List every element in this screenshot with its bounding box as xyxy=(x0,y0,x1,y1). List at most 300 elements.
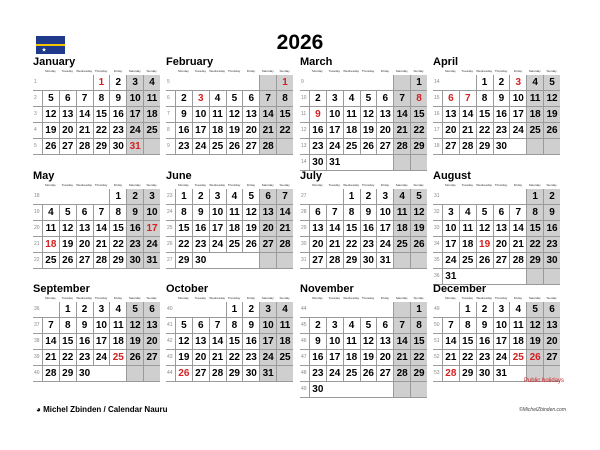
day-cell: 29 xyxy=(476,139,493,154)
week-row xyxy=(433,91,560,107)
day-cell: 29 xyxy=(459,366,476,381)
day-cell: 26 xyxy=(360,366,377,381)
day-cell xyxy=(192,302,209,317)
day-cell xyxy=(343,155,360,170)
day-cell: 16 xyxy=(175,123,192,138)
weekday-header xyxy=(442,295,560,302)
weekday-name: Wednesday xyxy=(76,183,93,187)
weekday-name: Monday xyxy=(45,69,56,73)
day-cell: 9 xyxy=(126,205,143,220)
weekday-name: Monday xyxy=(178,183,189,187)
week-row xyxy=(166,91,293,107)
weekday-name: Friday xyxy=(513,69,523,73)
week-row xyxy=(33,237,160,253)
day-cell: 3 xyxy=(493,302,510,317)
day-cell: 9 xyxy=(309,334,326,349)
day-cell: 7 xyxy=(259,91,276,106)
day-cell: 19 xyxy=(175,350,192,365)
weekday-name: Sunday xyxy=(546,296,557,300)
day-cell: 5 xyxy=(126,302,143,317)
weekday-name: Saturday xyxy=(395,296,408,300)
day-cell: 20 xyxy=(59,123,76,138)
holiday-day-cell: 26 xyxy=(175,366,192,381)
day-cell xyxy=(109,366,126,381)
weekday-name: Saturday xyxy=(528,69,541,73)
day-cell: 3 xyxy=(326,91,343,106)
day-cell: 15 xyxy=(410,334,427,349)
weekday-name: Sunday xyxy=(279,296,290,300)
day-cell: 28 xyxy=(76,139,93,154)
day-cell: 28 xyxy=(393,366,410,381)
weekday-name: Friday xyxy=(380,296,390,300)
week-number: 44 xyxy=(167,370,173,376)
week-number: 25 xyxy=(167,225,173,231)
day-cell: 25 xyxy=(343,366,360,381)
day-cell: 16 xyxy=(309,123,326,138)
week-number: 11 xyxy=(301,111,307,117)
week-number: 35 xyxy=(434,257,440,263)
week-row xyxy=(433,237,560,253)
week-number: 18 xyxy=(434,143,440,149)
weekday-name: Sunday xyxy=(413,69,424,73)
week-number: 46 xyxy=(301,338,307,344)
day-cell: 16 xyxy=(192,221,209,236)
day-cell: 31 xyxy=(442,269,459,284)
week-number: 22 xyxy=(34,257,40,263)
day-cell xyxy=(476,269,493,284)
day-cell: 27 xyxy=(59,139,76,154)
day-cell: 24 xyxy=(192,139,209,154)
day-cell: 12 xyxy=(476,221,493,236)
day-cell: 1 xyxy=(476,75,493,90)
day-cell: 26 xyxy=(360,139,377,154)
day-cell: 1 xyxy=(526,189,543,204)
page-title: 2026 xyxy=(276,31,324,54)
day-cell: 27 xyxy=(376,139,393,154)
weekday-name: Monday xyxy=(45,183,56,187)
day-cell xyxy=(143,139,160,154)
day-cell: 6 xyxy=(59,91,76,106)
day-cell: 19 xyxy=(360,350,377,365)
weekday-name: Monday xyxy=(445,69,456,73)
week-number: 10 xyxy=(301,95,307,101)
day-cell xyxy=(393,155,410,170)
week-row xyxy=(33,123,160,139)
month-name: May xyxy=(33,170,55,182)
day-cell xyxy=(276,253,293,268)
holiday-day-cell: 26 xyxy=(526,350,543,365)
day-cell: 5 xyxy=(226,91,243,106)
day-cell: 30 xyxy=(543,253,560,268)
week-row xyxy=(33,139,160,155)
week-row xyxy=(300,123,427,139)
day-cell: 27 xyxy=(493,253,510,268)
weekday-name: Thursday xyxy=(494,69,508,73)
week-row xyxy=(166,139,293,155)
day-cell: 12 xyxy=(42,107,59,122)
day-cell: 14 xyxy=(442,334,459,349)
day-cell: 11 xyxy=(226,205,243,220)
day-cell: 24 xyxy=(143,237,160,252)
week-number: 34 xyxy=(434,241,440,247)
day-cell: 22 xyxy=(175,237,192,252)
day-cell: 24 xyxy=(326,366,343,381)
day-cell: 26 xyxy=(543,123,560,138)
month-june xyxy=(166,170,293,269)
day-cell: 27 xyxy=(442,139,459,154)
week-row xyxy=(166,107,293,123)
week-number: 37 xyxy=(34,322,40,328)
day-cell: 19 xyxy=(543,107,560,122)
day-cell xyxy=(209,253,226,268)
day-cell xyxy=(242,75,259,90)
day-cell: 6 xyxy=(192,318,209,333)
weekday-name: Tuesday xyxy=(194,183,206,187)
week-row xyxy=(33,189,160,205)
day-cell: 12 xyxy=(526,318,543,333)
day-cell: 17 xyxy=(326,123,343,138)
day-cell: 13 xyxy=(259,205,276,220)
day-cell: 10 xyxy=(209,205,226,220)
day-cell: 7 xyxy=(76,91,93,106)
month-name: November xyxy=(300,283,354,295)
day-cell: 12 xyxy=(126,318,143,333)
day-cell: 17 xyxy=(376,221,393,236)
holiday-day-cell: 1 xyxy=(93,75,110,90)
day-cell: 17 xyxy=(209,221,226,236)
day-cell: 27 xyxy=(242,139,259,154)
weekday-name: Thursday xyxy=(94,183,108,187)
day-cell: 25 xyxy=(226,237,243,252)
day-cell xyxy=(393,253,410,268)
day-cell xyxy=(42,302,59,317)
week-number: 43 xyxy=(167,354,173,360)
day-cell: 2 xyxy=(175,91,192,106)
week-row xyxy=(33,334,160,350)
week-number: 9 xyxy=(301,79,304,85)
day-cell: 11 xyxy=(509,318,526,333)
logo-icon: ◕ xyxy=(36,405,44,414)
holiday-day-cell: 6 xyxy=(442,91,459,106)
day-cell: 18 xyxy=(509,334,526,349)
day-cell: 26 xyxy=(476,253,493,268)
day-cell: 13 xyxy=(309,221,326,236)
day-cell: 27 xyxy=(76,253,93,268)
week-row xyxy=(433,205,560,221)
day-cell: 19 xyxy=(360,123,377,138)
day-cell xyxy=(209,302,226,317)
day-cell: 2 xyxy=(543,189,560,204)
day-cell: 10 xyxy=(259,318,276,333)
day-cell: 10 xyxy=(442,221,459,236)
weekday-name: Saturday xyxy=(128,296,141,300)
day-cell: 27 xyxy=(543,350,560,365)
week-number: 8 xyxy=(167,127,170,133)
day-cell xyxy=(360,382,377,397)
day-cell: 10 xyxy=(126,91,143,106)
weekday-header xyxy=(309,295,427,302)
month-name: March xyxy=(300,56,333,68)
day-cell: 5 xyxy=(242,189,259,204)
day-cell: 6 xyxy=(143,302,160,317)
day-cell: 15 xyxy=(343,221,360,236)
day-cell: 4 xyxy=(343,91,360,106)
week-row xyxy=(166,253,293,269)
day-cell: 11 xyxy=(209,107,226,122)
weekday-name: Wednesday xyxy=(343,296,360,300)
day-cell: 17 xyxy=(126,107,143,122)
day-cell: 15 xyxy=(410,107,427,122)
day-cell xyxy=(459,189,476,204)
weekday-name: Sunday xyxy=(546,69,557,73)
day-cell: 6 xyxy=(493,205,510,220)
day-cell: 16 xyxy=(76,334,93,349)
day-cell: 7 xyxy=(326,205,343,220)
footer-credit-text: Michel Zbinden / Calendar Nauru xyxy=(43,405,168,414)
day-cell xyxy=(376,382,393,397)
week-row xyxy=(300,334,427,350)
week-number: 13 xyxy=(301,143,307,149)
day-cell: 21 xyxy=(93,237,110,252)
day-cell: 24 xyxy=(259,350,276,365)
day-cell: 4 xyxy=(509,302,526,317)
day-cell xyxy=(376,75,393,90)
weekday-name: Tuesday xyxy=(461,296,473,300)
weekday-name: Friday xyxy=(113,69,123,73)
weekday-name: Saturday xyxy=(128,69,141,73)
day-cell: 25 xyxy=(276,350,293,365)
week-number: 29 xyxy=(301,225,307,231)
week-number: 40 xyxy=(34,370,40,376)
day-cell: 14 xyxy=(76,107,93,122)
weekday-name: Thursday xyxy=(361,296,375,300)
weekday-name: Saturday xyxy=(395,183,408,187)
day-cell: 17 xyxy=(192,123,209,138)
week-row xyxy=(300,91,427,107)
day-cell: 30 xyxy=(476,366,493,381)
day-cell xyxy=(442,189,459,204)
week-number: 23 xyxy=(167,193,173,199)
day-cell: 28 xyxy=(509,253,526,268)
day-cell: 29 xyxy=(410,139,427,154)
day-cell: 5 xyxy=(42,91,59,106)
day-cell xyxy=(410,155,427,170)
day-cell: 14 xyxy=(209,334,226,349)
day-cell: 20 xyxy=(76,237,93,252)
weekday-name: Wednesday xyxy=(476,69,493,73)
day-cell xyxy=(42,189,59,204)
day-cell: 26 xyxy=(126,350,143,365)
day-cell: 25 xyxy=(393,237,410,252)
day-cell: 7 xyxy=(276,189,293,204)
weekday-name: Saturday xyxy=(528,183,541,187)
week-row xyxy=(33,366,160,382)
day-cell: 11 xyxy=(276,318,293,333)
day-cell xyxy=(259,253,276,268)
day-cell xyxy=(343,75,360,90)
weekday-name: Tuesday xyxy=(461,183,473,187)
weekday-name: Sunday xyxy=(146,183,157,187)
weekday-name: Tuesday xyxy=(328,69,340,73)
weekday-name: Sunday xyxy=(146,296,157,300)
week-number: 50 xyxy=(434,322,440,328)
day-cell: 31 xyxy=(143,253,160,268)
month-january xyxy=(33,56,160,155)
day-cell: 7 xyxy=(509,205,526,220)
day-cell: 21 xyxy=(442,350,459,365)
month-name: June xyxy=(166,170,192,182)
day-cell: 14 xyxy=(259,107,276,122)
weekday-header xyxy=(42,182,160,189)
weekday-name: Thursday xyxy=(227,296,241,300)
week-row xyxy=(166,366,293,382)
day-cell: 8 xyxy=(343,205,360,220)
day-cell xyxy=(376,302,393,317)
day-cell: 26 xyxy=(226,139,243,154)
day-cell: 18 xyxy=(143,107,160,122)
day-cell xyxy=(59,189,76,204)
weekday-name: Monday xyxy=(178,69,189,73)
day-cell: 9 xyxy=(476,318,493,333)
day-cell xyxy=(309,75,326,90)
day-cell xyxy=(226,253,243,268)
day-cell: 7 xyxy=(393,91,410,106)
day-cell: 3 xyxy=(143,189,160,204)
weekday-name: Sunday xyxy=(413,183,424,187)
day-cell: 30 xyxy=(192,253,209,268)
weekday-name: Monday xyxy=(178,296,189,300)
day-cell: 21 xyxy=(509,237,526,252)
day-cell: 30 xyxy=(493,139,510,154)
week-row xyxy=(433,318,560,334)
month-july xyxy=(300,170,427,269)
day-cell: 18 xyxy=(109,334,126,349)
day-cell: 10 xyxy=(326,334,343,349)
day-cell: 19 xyxy=(526,334,543,349)
day-cell: 2 xyxy=(109,75,126,90)
day-cell: 15 xyxy=(59,334,76,349)
weekday-name: Thursday xyxy=(94,296,108,300)
week-number: 47 xyxy=(301,354,307,360)
day-cell: 23 xyxy=(493,123,510,138)
weekday-name: Wednesday xyxy=(209,296,226,300)
day-cell: 13 xyxy=(493,221,510,236)
day-cell: 3 xyxy=(93,302,110,317)
holiday-day-cell: 3 xyxy=(509,75,526,90)
day-cell: 29 xyxy=(175,253,192,268)
weekday-name: Saturday xyxy=(528,296,541,300)
day-cell: 12 xyxy=(242,205,259,220)
weekday-name: Friday xyxy=(113,296,123,300)
day-cell: 30 xyxy=(126,253,143,268)
day-cell: 30 xyxy=(76,366,93,381)
day-cell xyxy=(326,189,343,204)
day-cell: 8 xyxy=(410,318,427,333)
week-row xyxy=(433,75,560,91)
day-cell: 23 xyxy=(175,139,192,154)
day-cell xyxy=(309,302,326,317)
weekday-name: Saturday xyxy=(261,69,274,73)
week-row xyxy=(166,75,293,91)
day-cell: 12 xyxy=(360,334,377,349)
week-row xyxy=(300,107,427,123)
day-cell: 26 xyxy=(42,139,59,154)
day-cell xyxy=(410,382,427,397)
day-cell: 13 xyxy=(242,107,259,122)
day-cell xyxy=(175,302,192,317)
day-cell xyxy=(509,139,526,154)
day-cell: 23 xyxy=(309,139,326,154)
week-row xyxy=(433,189,560,205)
week-number: 12 xyxy=(301,127,307,133)
day-cell: 6 xyxy=(259,189,276,204)
day-cell: 5 xyxy=(543,75,560,90)
day-cell: 13 xyxy=(192,334,209,349)
day-cell: 6 xyxy=(376,91,393,106)
weekday-name: Monday xyxy=(445,296,456,300)
day-cell: 30 xyxy=(309,382,326,397)
day-cell: 30 xyxy=(309,155,326,170)
week-number: 31 xyxy=(434,193,440,199)
weekday-header xyxy=(442,68,560,75)
day-cell: 11 xyxy=(143,91,160,106)
day-cell xyxy=(393,302,410,317)
weekday-name: Monday xyxy=(445,183,456,187)
day-cell: 28 xyxy=(209,366,226,381)
week-number: 36 xyxy=(34,306,40,312)
day-cell: 9 xyxy=(360,205,377,220)
holiday-day-cell: 25 xyxy=(109,350,126,365)
week-number: 41 xyxy=(167,322,173,328)
day-cell: 1 xyxy=(410,302,427,317)
day-cell: 4 xyxy=(226,189,243,204)
day-cell: 22 xyxy=(276,123,293,138)
day-cell: 8 xyxy=(109,205,126,220)
day-cell: 15 xyxy=(226,334,243,349)
day-cell: 27 xyxy=(143,350,160,365)
week-number: 6 xyxy=(167,95,170,101)
day-cell: 8 xyxy=(276,91,293,106)
week-number: 24 xyxy=(167,209,173,215)
day-cell: 5 xyxy=(526,302,543,317)
day-cell: 2 xyxy=(476,302,493,317)
day-cell: 19 xyxy=(126,334,143,349)
day-cell: 15 xyxy=(175,221,192,236)
day-cell xyxy=(259,75,276,90)
week-number: 48 xyxy=(301,370,307,376)
day-cell xyxy=(276,139,293,154)
day-cell: 16 xyxy=(309,350,326,365)
week-row xyxy=(166,205,293,221)
holiday-day-cell: 9 xyxy=(309,107,326,122)
day-cell: 4 xyxy=(276,302,293,317)
weekday-name: Sunday xyxy=(546,183,557,187)
day-cell: 27 xyxy=(192,366,209,381)
week-row xyxy=(166,237,293,253)
day-cell: 8 xyxy=(59,318,76,333)
day-cell: 13 xyxy=(76,221,93,236)
day-cell: 1 xyxy=(343,189,360,204)
day-cell: 30 xyxy=(109,139,126,154)
day-cell: 6 xyxy=(376,318,393,333)
day-cell: 22 xyxy=(226,350,243,365)
day-cell: 16 xyxy=(493,107,510,122)
week-number: 4 xyxy=(34,127,37,133)
week-row xyxy=(433,302,560,318)
day-cell: 1 xyxy=(410,75,427,90)
day-cell: 13 xyxy=(59,107,76,122)
day-cell: 23 xyxy=(192,237,209,252)
